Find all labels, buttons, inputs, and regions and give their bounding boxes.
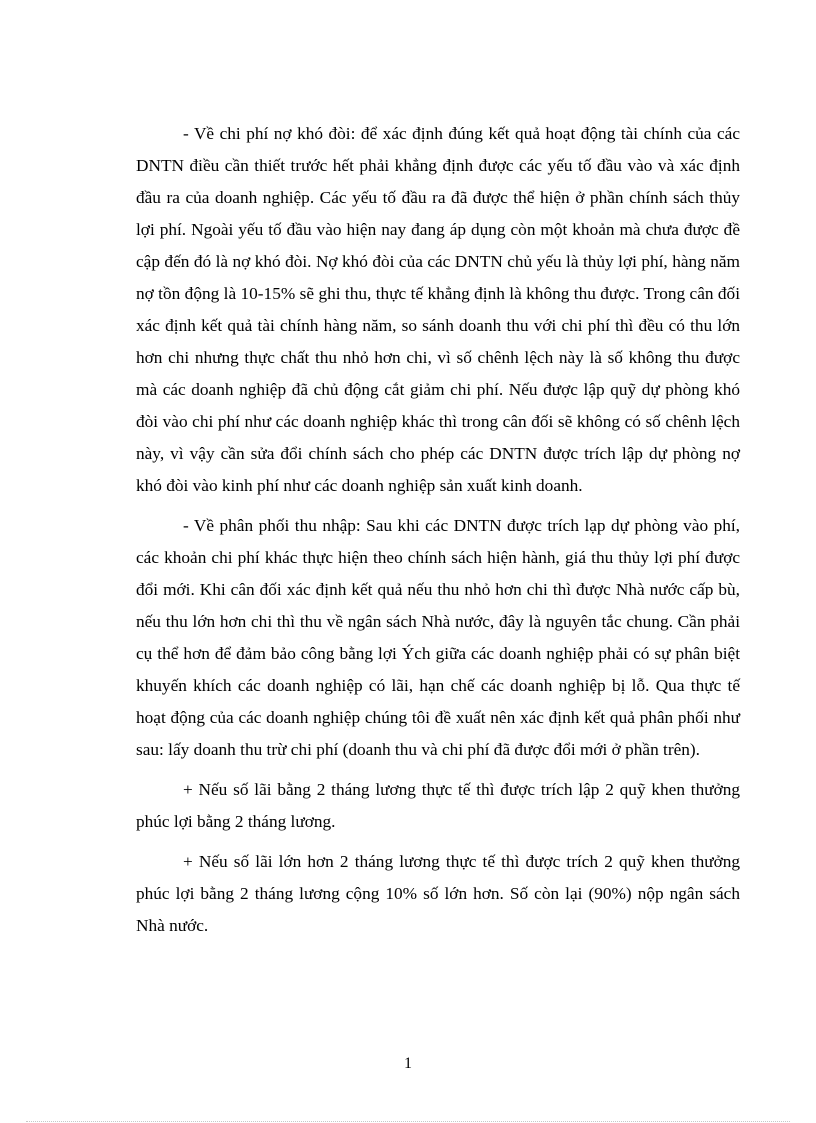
paragraph-income-distribution: - Về phân phối thu nhập: Sau khi các DNTN được trích lạp dự phòng vào phí, các khoản chi phí khác thực hiện theo chính sách hiện hành, giá thu thủy lợi phí được đổi mới. Khi cân đối xác định kết quả nếu thu nhỏ hơn chi thì được Nhà nước cấp bù, nếu thu lớn hơn chi thì thu về ngân sách Nhà nước, đây là nguyên tắc chung. Cần phải cụ thể hơn để đảm bảo công bằng lợi Ých giữa các doanh nghiệp phải có sự phân biệt khuyến khích các doanh nghiệp có lãi, hạn chế các doanh nghiệp bị lỗ. Qua thực tế hoạt động của các doanh nghiệp chúng tôi đề xuất nên xác định kết quả phân phối như sau: lấy doanh thu trừ chi phí (doanh thu và chi phí đã được đổi mới ở phần trên). (136, 516, 740, 759)
paragraph-bad-debt-cost: - Về chi phí nợ khó đòi: để xác định đúng kết quả hoạt động tài chính của các DNTN điều cần thiết trước hết phải khẳng định được các yếu tố đầu vào và xác định đầu ra của doanh nghiệp. Các yếu tố đầu ra đã được thể hiện ở phần chính sách thủy lợi phí. Ngoài yếu tố đầu vào hiện nay đang áp dụng còn một khoản mà chưa được đề cập đến đó là nợ khó đòi. Nợ khó đòi của các DNTN chủ yếu là thủy lợi phí, hàng năm nợ tồn động là 10-15% sẽ ghi thu, thực tế khẳng định là không thu được. Trong cân đối xác định kết quả tài chính hàng năm, so sánh doanh thu với chi phí thì đều có thu lớn hơn chi nhưng thực chất thu nhỏ hơn chi, vì số chênh lệch này là số không thu được mà các doanh nghiệp đã chủ động cắt giảm chi phí. Nếu được lập quỹ dự phòng khó đòi vào chi phí như các doanh nghiệp khác thì trong cân đối sẽ không có số chênh lệch này, vì vậy cần sửa đổi chính sách cho phép các DNTN được trích lập dự phòng nợ khó đòi vào kinh phí như các doanh nghiệp sản xuất kinh doanh. (136, 124, 740, 495)
body-text (136, 118, 740, 950)
paragraph-profit-greater-case: + Nếu số lãi lớn hơn 2 tháng lương thực tế thì được trích 2 quỹ khen thưởng phúc lợi bằng 2 tháng lương cộng 10% số lớn hơn. Số còn lại (90%) nộp ngân sách Nhà nước. (136, 852, 740, 935)
paragraph-profit-equal-case: + Nếu số lãi bằng 2 tháng lương thực tế thì được trích lập 2 quỹ khen thưởng phúc lợi bằng 2 tháng lương. (136, 780, 740, 831)
page-number: 1 (404, 1055, 412, 1072)
page-bottom-divider (26, 1121, 790, 1122)
